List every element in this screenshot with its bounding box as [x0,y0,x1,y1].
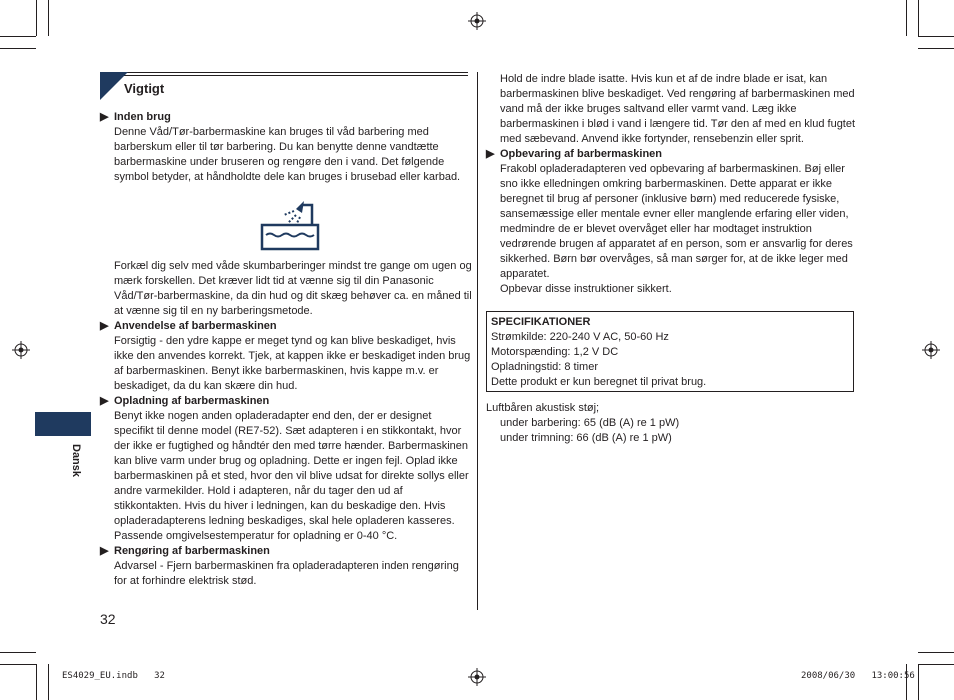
registration-mark-icon [468,12,486,30]
specifications-box [486,311,854,392]
paragraph-after-icon: Forkæl dig selv med våde skumbarberinger mindst tre gange om ugen og mærk forskellen. Det kræver lidt tid at vænne sig til din Panasonic Våd/Tør-barbermaskine, da din hud og dit skæg behøver ca. en måned til at vænne sig til en ny barberingsmetode. [114,260,472,317]
spec-title: SPECIFIKATIONER [491,316,591,328]
bullet-arrow-icon: ▶ [100,111,109,123]
subheading-rengoring: ▶ Rengøring af barbermaskinen [100,545,270,557]
footer-timestamp: 2008/06/30 13:00:56 [801,671,915,681]
spec-line: Opladningstid: 8 timer [491,361,598,373]
spec-line: Strømkilde: 220-240 V AC, 50-60 Hz [491,331,669,343]
noise-line: under barbering: 65 (dB (A) re 1 pW) [500,417,680,429]
paragraph-rengoring-continued: Hold de indre blade isatte. Hvis kun et af de indre blade er isat, kan barbermaskinen blive beskadiget. Ved rengøring af barbermaskinen med vand må der ikke bruges saltvand eller varmt vand. Læg ikke barbermaskinen i blød i vand i længere tid. Tør den af med en klud fugtet med sæbevand. Anvend ikke fortynder, rensebenzin eller sprit. [500,73,856,145]
bullet-arrow-icon: ▶ [100,320,109,332]
registration-mark-icon [12,341,30,359]
shower-bath-icon [100,185,472,259]
language-tab-label: Dansk [70,444,82,478]
bullet-arrow-icon: ▶ [100,545,109,557]
subheading-inden-brug: ▶ Inden brug [100,111,171,123]
noise-info [486,401,858,446]
subheading-opladning: ▶ Opladning af barbermaskinen [100,395,270,407]
page-number: 32 [100,611,116,627]
paragraph-opbevaring: Frakobl opladeradapteren ved opbevaring af barbermaskinen. Bøj eller sno ikke elledningen omkring barbermaskinen. Dette apparat er ikke beregnet til brug af personer (inklusive børn) med reducerede fysiske, sansemæssige eller mentale evner eller manglende erfaring eller viden, medmindre de er blevet overvåget eller har modtaget instruktion vedrørende brugen af apparatet af en person, som er ansvarlig for deres sikkerhed. Børn bør overvåges, så man sørger for, at de ikke leger med apparatet. [500,163,853,280]
bullet-arrow-icon: ▶ [100,395,109,407]
heading-rule [100,72,468,76]
subheading-anvendelse: ▶ Anvendelse af barbermaskinen [100,320,277,332]
language-tab [35,412,91,436]
paragraph-rengoring: Advarsel - Fjern barbermaskinen fra opladeradapteren inden rengøring for at forhindre elektrisk stød. [114,560,459,587]
paragraph-opladning: Benyt ikke nogen anden opladeradapter end den, der er designet specifikt til denne model (RE7-52). Sæt adapteren i en stikkontakt, hvor der ikke er fugtighed og håndtér den med tørre hænder. Barbermaskinen kan blive varm under brug og opladning. Dette er ingen fejl. Oplad ikke barbermaskinen på et sted, hvor den vil blive udsat for direkte sollys eller andre varmekilder. Hold i adapteren, når du tager den ud af stikkontakten. Hvis du hiver i ledningen, kan du beskadige den. Hvis opladeradapterens ledning beskadiges, skal hele opladeren kasseres. [114,410,469,527]
spec-line: Motorspænding: 1,2 V DC [491,346,619,358]
paragraph-anvendelse: Forsigtig - den ydre kappe er meget tynd og kan blive beskadiget, hvis ikke den anvendes korrekt. Tjek, at kappen ikke er beskadiget inden brug af barbermaskinen. Benyt ikke barbermaskinen, hvis kappe m.v. er beskadiget, da du kan skære din hud. [114,335,471,392]
spec-line: Dette produkt er kun beregnet til privat brug. [491,376,707,388]
subheading-opbevaring: ▶ Opbevaring af barbermaskinen [486,148,662,160]
bullet-arrow-icon: ▶ [486,148,495,160]
noise-line: under trimning: 66 (dB (A) re 1 pW) [500,432,672,444]
paragraph-opladning-temp: Passende omgivelsestemperatur for opladning er 0-40 °C. [114,530,398,542]
section-title: Vigtigt [124,81,165,96]
registration-mark-icon [468,668,486,686]
right-column [486,72,858,446]
column-divider [477,72,478,610]
paragraph-opbevaring-keep: Opbevar disse instruktioner sikkert. [500,283,672,295]
footer-file-info: ES4029_EU.indb 32 [62,671,165,681]
noise-head: Luftbåren akustisk støj; [486,402,600,414]
registration-mark-icon [922,341,940,359]
left-column [100,110,472,589]
paragraph-inden-brug: Denne Våd/Tør-barbermaskine kan bruges til våd barbering med barberskum eller til tør barbering. Du kan benytte denne vandtætte barbermaskine under bruseren og rengøre den i vand. Det følgende symbol betyder, at håndholdte dele kan bruges i brusebad eller karbad. [114,126,461,183]
